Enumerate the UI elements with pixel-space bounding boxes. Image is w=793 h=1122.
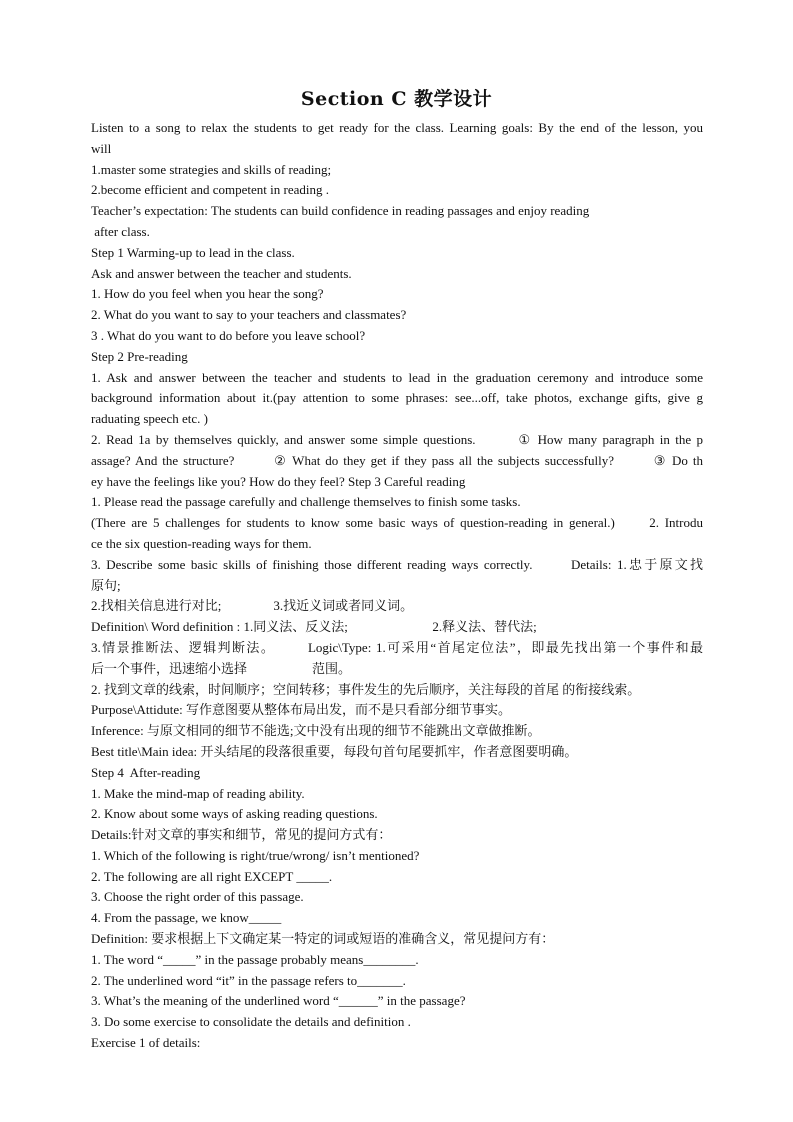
document-line: 3. Describe some basic skills of finishing those different reading ways correctly. Details: 1.忠于原文找 xyxy=(91,556,703,572)
document-line: ey have the feelings like you? How do they feel? Step 3 Careful reading xyxy=(91,473,466,489)
document-line: assage? And the structure? ② What do they get if they pass all the subjects successfully? ③ Do th xyxy=(91,452,703,468)
document-line: will xyxy=(91,140,112,156)
document-line: Best title\Main idea: 开头结尾的段落很重要，每段句首句尾要抓牢，作者意图要明确。 xyxy=(91,743,578,759)
document-line: 1. Which of the following is right/true/wrong/ isn’t mentioned? xyxy=(91,847,420,863)
document-line: 2. What do you want to say to your teachers and classmates? xyxy=(91,307,407,323)
document-line: Step 4 After-reading xyxy=(91,764,201,780)
document-line: raduating speech etc. ) xyxy=(91,411,208,427)
document-line: Step 2 Pre-reading xyxy=(91,348,188,364)
document-title: Section C 教学设计 xyxy=(300,88,493,110)
document-line: 2. The underlined word “it” in the passage refers to_______. xyxy=(91,972,406,988)
document-line: after class. xyxy=(91,223,150,239)
document-line: Teacher’s expectation: The students can build confidence in reading passages and enjoy reading xyxy=(91,203,590,219)
document-line: ce the six question-reading ways for them. xyxy=(91,535,312,551)
document-line: 原句; xyxy=(91,577,121,593)
document-line: Inference: 与原文相同的细节不能选;文中没有出现的细节不能跳出文章做推断。 xyxy=(91,723,541,739)
document-line: 1. Please read the passage carefully and challenge themselves to finish some tasks. xyxy=(91,494,521,510)
document-line: 3. Do some exercise to consolidate the details and definition . xyxy=(91,1014,411,1030)
document-line: Listen to a song to relax the students to get ready for the class. Learning goals: By the end of the lesson, you xyxy=(91,120,703,135)
document-line: (There are 5 challenges for students to know some basic ways of question-reading in general.) 2. Introdu xyxy=(91,515,703,531)
document-line: 2.找相关信息进行对比; 3.找近义词或者同义词。 xyxy=(91,598,414,614)
document-line: 2.become efficient and competent in reading . xyxy=(91,182,329,198)
document-line: background information about it.(pay attention to some phrases: see...off, take photos, exchange gifts, give g xyxy=(91,390,703,406)
document-line: Step 1 Warming-up to lead in the class. xyxy=(91,244,295,260)
document-line: 1. Make the mind-map of reading ability. xyxy=(91,785,305,801)
document-line: Purpose\Attidute: 写作意图要从整体布局出发，而不是只看部分细节事实。 xyxy=(91,702,511,718)
document-line: 1.master some strategies and skills of reading; xyxy=(91,161,332,177)
document-line: 2. The following are all right EXCEPT _____. xyxy=(91,868,333,884)
document-line: 3.情景推断法、逻辑判断法。 Logic\Type: 1.可采用“首尾定位法”，即最先找出第一个事件和最 xyxy=(91,639,703,655)
document-line: 1. Ask and answer between the teacher and students to lead in the graduation ceremony and introduce some xyxy=(91,369,703,385)
document-line: 2. Know about some ways of asking reading questions. xyxy=(91,806,378,822)
document-line: 2. 找到文章的线索，时间顺序；空间转移；事件发生的先后顺序，关注每段的首尾 的衔接线索。 xyxy=(91,681,641,697)
document-line: 2. Read 1a by themselves quickly, and answer some simple questions. ① How many paragraph in the p xyxy=(91,431,703,447)
document-line: Ask and answer between the teacher and students. xyxy=(91,265,352,281)
document-line: 1. The word “_____” in the passage probably means________. xyxy=(91,951,419,967)
document-line: 后一个事件，迅速缩小选择 范围。 xyxy=(91,660,352,676)
document-line: Definition: 要求根据上下文确定某一特定的词或短语的准确含义，常见提问方有： xyxy=(91,931,555,947)
document-body xyxy=(91,118,703,1054)
document-line: Exercise 1 of details: xyxy=(91,1035,201,1051)
document-line: 3. What’s the meaning of the underlined word “______” in the passage? xyxy=(91,993,466,1009)
document-line: 3 . What do you want to do before you leave school? xyxy=(91,327,366,343)
document-line: 4. From the passage, we know_____ xyxy=(91,910,282,926)
document-line: 1. How do you feel when you hear the song? xyxy=(91,286,324,302)
document-line: 3. Choose the right order of this passage. xyxy=(91,889,304,905)
document-line: Details:针对文章的事实和细节，常见的提问方式有： xyxy=(91,827,392,843)
document-line: Definition\ Word definition : 1.同义法、反义法; 2.释义法、替代法; xyxy=(91,619,537,635)
